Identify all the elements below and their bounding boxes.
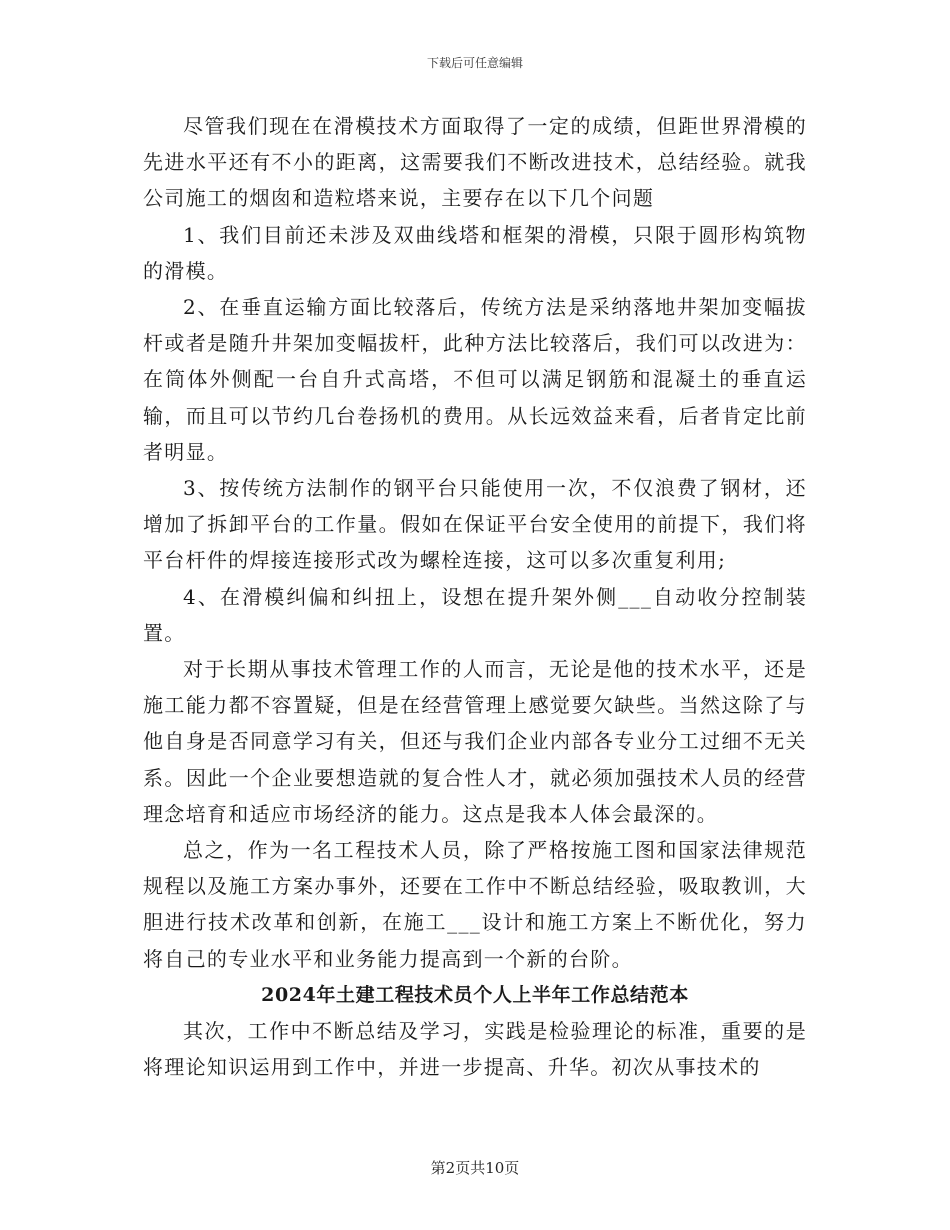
paragraph: 对于长期从事技术管理工作的人而言，无论是他的技术水平，还是施工能力都不容置疑，但是在经营管理上感觉要欠缺些。当然这除了与他自身是否同意学习有关，但还与我们企业内部各专业分工过细不无关系。因此一个企业要想造就的复合性人才，就必须加强技术人员的经营理念培育和适应市场经济的能力。这点是我本人体会最深的。: [143, 657, 807, 826]
page-header-note: 下载后可任意编辑: [426, 56, 523, 70]
paragraph: 1、我们目前还未涉及双曲线塔和框架的滑模，只限于圆形构筑物的滑模。: [143, 222, 807, 283]
paragraph: 尽管我们现在在滑模技术方面取得了一定的成绩，但距世界滑模的先进水平还有不小的距离，这需要我们不断改进技术，总结经验。就我公司施工的烟囱和造粒塔来说，主要存在以下几个问题: [143, 114, 807, 211]
paragraph: 其次，工作中不断总结及学习，实践是检验理论的标准，重要的是将理论知识运用到工作中，并进一步提高、升华。初次从事技术的: [143, 1019, 807, 1080]
paragraph: 3、按传统方法制作的钢平台只能使用一次，不仅浪费了钢材，还增加了拆卸平台的工作量。假如在保证平台安全使用的前提下，我们将平台杆件的焊接连接形式改为螺栓连接，这可以多次重复利用;: [143, 476, 807, 573]
page-number: 第2页共10页: [430, 1159, 520, 1177]
paragraph: 2、在垂直运输方面比较落后，传统方法是采纳落地井架加变幅拔杆或者是随升井架加变幅拔杆，此种方法比较落后，我们可以改进为：在筒体外侧配一台自升式高塔，不但可以满足钢筋和混凝土的垂直运输，而且可以节约几台卷扬机的费用。从长远效益来看，后者肯定比前者明显。: [143, 295, 807, 464]
paragraph: 总之，作为一名工程技术人员，除了严格按施工图和国家法律规范规程以及施工方案办事外，还要在工作中不断总结经验，吸取教训，大胆进行技术改革和创新，在施工___设计和施工方案上不断优化，努力将自己的专业水平和业务能力提高到一个新的台阶。: [143, 838, 807, 971]
document-body: [143, 108, 807, 1085]
section-title: 2024年土建工程技术员个人上半年工作总结范本: [261, 983, 689, 1006]
paragraph: 4、在滑模纠偏和纠扭上，设想在提升架外侧___自动收分控制装置。: [143, 584, 807, 645]
